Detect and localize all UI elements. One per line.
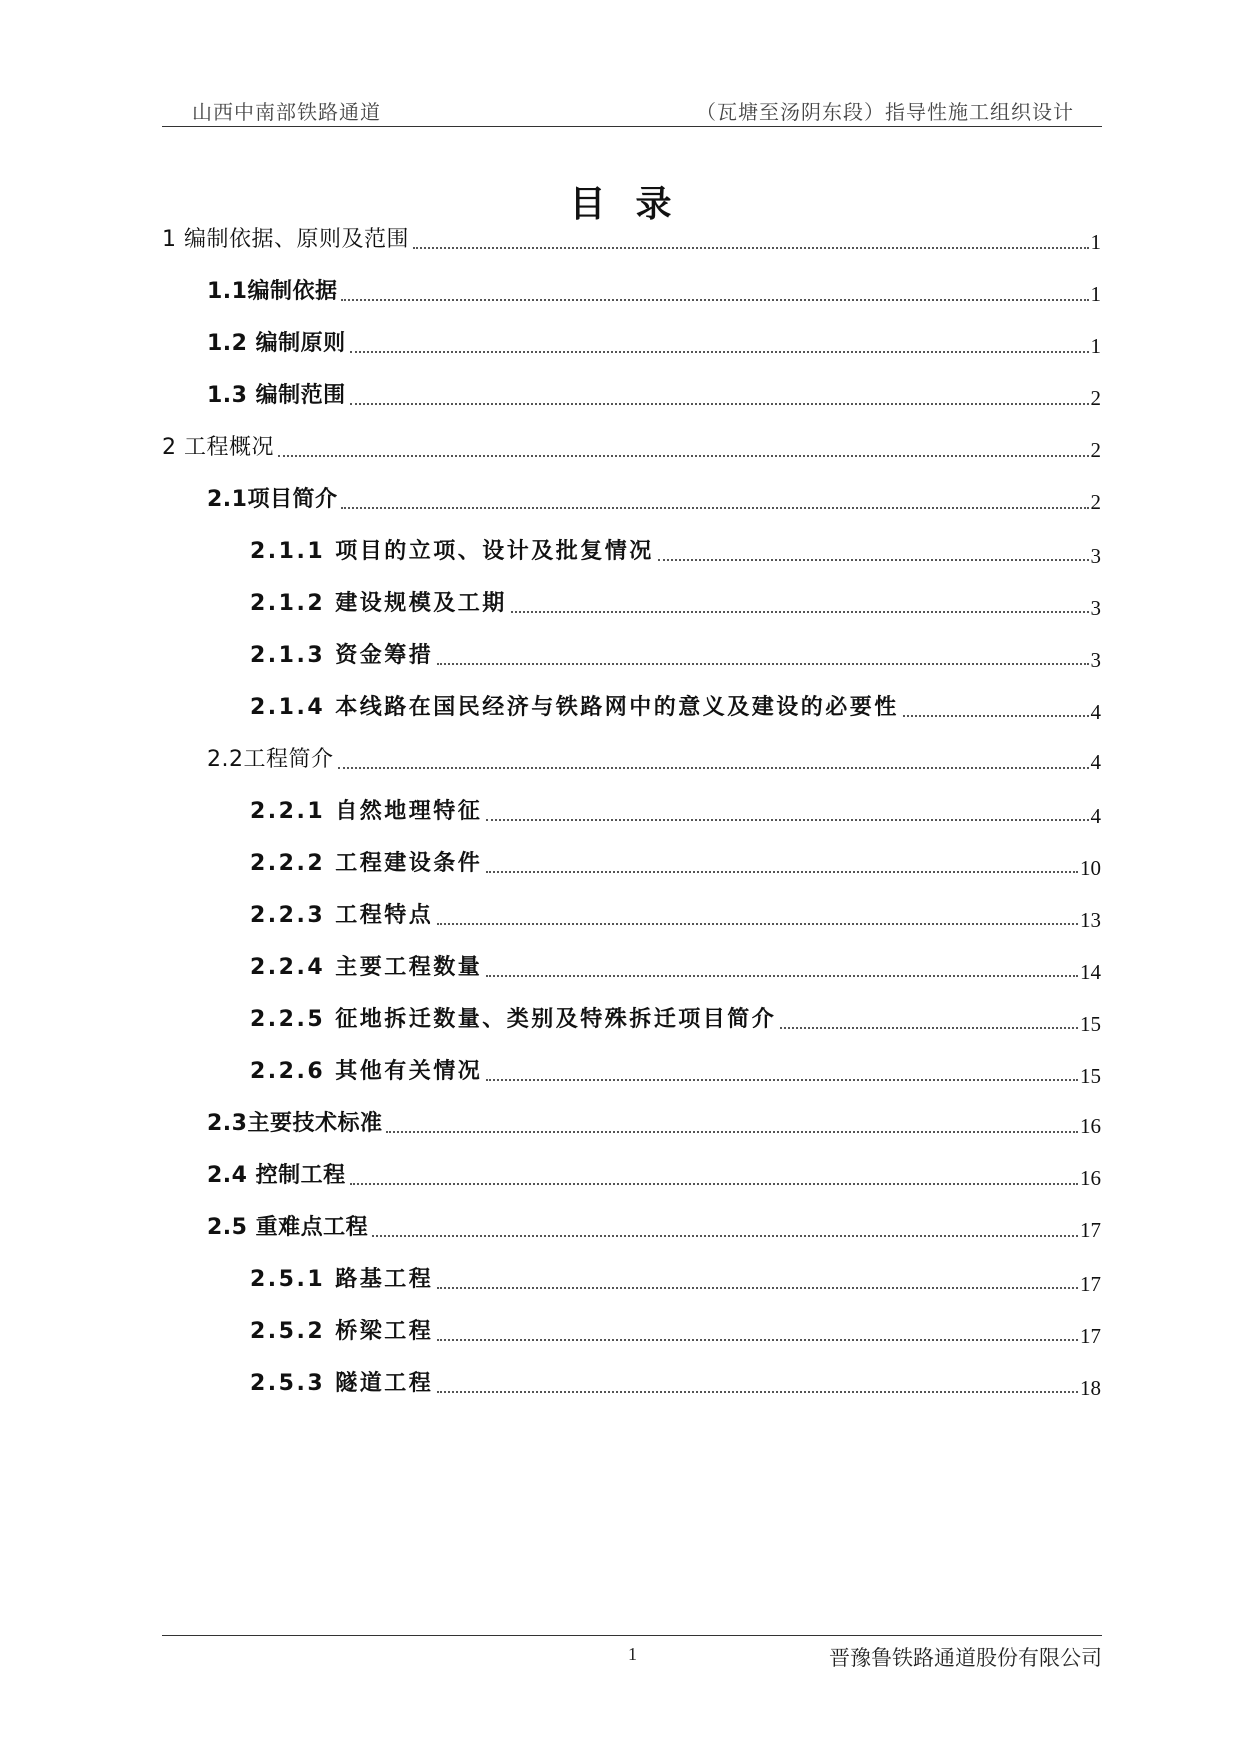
toc-entry-title: 2.1.3 资金筹措 (250, 643, 434, 668)
toc-entry-title: 1 编制依据、原则及范围 (162, 227, 409, 252)
toc-page-number: 10 (1080, 856, 1101, 880)
toc-leader (341, 299, 1088, 301)
toc-page-number: 14 (1080, 960, 1101, 984)
footer-page-number: 1 (628, 1644, 637, 1664)
toc-leader (350, 403, 1089, 405)
toc-entry-2-5-1[interactable] (250, 1264, 1101, 1296)
toc-entry-title: 1.3 编制范围 (207, 383, 346, 408)
toc-page-number: 16 (1080, 1114, 1101, 1138)
toc-entry-title: 2.1.4 本线路在国民经济与铁路网中的意义及建设的必要性 (250, 695, 899, 720)
toc-leader (903, 715, 1089, 717)
toc-entry-title: 2.2.1 自然地理特征 (250, 799, 483, 824)
toc-leader (486, 1079, 1078, 1081)
toc-page-number: 4 (1090, 750, 1101, 774)
toc-entry-2[interactable] (162, 432, 1101, 464)
toc-page-number: 2 (1090, 386, 1101, 410)
toc-entry-2-5[interactable] (207, 1212, 1101, 1244)
toc-entry-title: 2.3主要技术标准 (207, 1111, 383, 1136)
toc-entry-title: 2.5.1 路基工程 (250, 1267, 434, 1292)
toc-entry-title: 2.1.2 建设规模及工期 (250, 591, 507, 616)
toc-entry-title: 2 工程概况 (162, 435, 274, 460)
toc-leader (486, 975, 1078, 977)
toc-entry-title: 2.5 重难点工程 (207, 1215, 369, 1240)
toc-entry-2-3[interactable] (207, 1108, 1101, 1140)
toc-entry-2-1[interactable] (207, 484, 1101, 516)
toc-page-number: 1 (1090, 282, 1101, 306)
toc-leader (338, 767, 1089, 769)
toc-entry-title: 2.2工程简介 (207, 747, 334, 772)
toc-entry-2-2-1[interactable] (250, 796, 1101, 828)
toc-leader (278, 455, 1089, 457)
toc-page-number: 4 (1090, 804, 1101, 828)
toc-entry-2-1-4[interactable] (250, 692, 1101, 724)
toc-page-number: 2 (1090, 490, 1101, 514)
toc-leader (486, 819, 1088, 821)
toc-entry-2-2-6[interactable] (250, 1056, 1101, 1088)
toc-page-number: 4 (1090, 700, 1101, 724)
toc-page-number: 3 (1090, 596, 1101, 620)
header-document-title: （瓦塘至汤阴东段）指导性施工组织设计 (696, 100, 1074, 124)
toc-leader (511, 611, 1089, 613)
header-project-name: 山西中南部铁路通道 (192, 100, 381, 124)
toc-entry-title: 2.2.6 其他有关情况 (250, 1059, 483, 1084)
toc-page-number: 2 (1090, 438, 1101, 462)
toc-entry-2-1-2[interactable] (250, 588, 1101, 620)
toc-page-number: 18 (1080, 1376, 1101, 1400)
toc-page-number: 3 (1090, 544, 1101, 568)
toc-page-number: 13 (1080, 908, 1101, 932)
toc-leader (386, 1131, 1078, 1133)
toc-leader (486, 871, 1078, 873)
page-header (162, 92, 1102, 127)
toc-entry-2-2-5[interactable] (250, 1004, 1101, 1036)
toc-entry-title: 2.5.2 桥梁工程 (250, 1319, 434, 1344)
toc-entry-title: 2.2.5 征地拆迁数量、类别及特殊拆迁项目简介 (250, 1007, 777, 1032)
toc-page-number: 17 (1080, 1272, 1101, 1296)
toc-leader (437, 923, 1078, 925)
toc-entry-2-2-3[interactable] (250, 900, 1101, 932)
toc-entry-title: 1.1编制依据 (207, 279, 338, 304)
toc-entry-1-2[interactable] (207, 328, 1101, 360)
toc-leader (437, 663, 1088, 665)
toc-entry-title: 2.1项目简介 (207, 487, 338, 512)
toc-leader (780, 1027, 1078, 1029)
toc-entry-title: 2.4 控制工程 (207, 1163, 346, 1188)
toc-page-number: 15 (1080, 1064, 1101, 1088)
toc-entry-2-1-1[interactable] (250, 536, 1101, 568)
toc-leader (658, 559, 1089, 561)
toc-entry-2-4[interactable] (207, 1160, 1101, 1192)
toc-entry-title: 1.2 编制原则 (207, 331, 346, 356)
toc-entry-title: 2.5.3 隧道工程 (250, 1371, 434, 1396)
toc-title: 目录 (569, 184, 702, 225)
toc-page-number: 17 (1080, 1218, 1101, 1242)
toc-entry-title: 2.2.3 工程特点 (250, 903, 434, 928)
page-footer (162, 1635, 1102, 1670)
toc-leader (413, 247, 1089, 249)
toc-entry-2-5-3[interactable] (250, 1368, 1101, 1400)
toc-entry-title: 2.1.1 项目的立项、设计及批复情况 (250, 539, 654, 564)
toc-entry-2-5-2[interactable] (250, 1316, 1101, 1348)
toc-page-number: 1 (1090, 230, 1101, 254)
toc-page-number: 17 (1080, 1324, 1101, 1348)
toc-leader (341, 507, 1088, 509)
toc-page-number: 15 (1080, 1012, 1101, 1036)
toc-entry-1-3[interactable] (207, 380, 1101, 412)
toc-entry-title: 2.2.2 工程建设条件 (250, 851, 483, 876)
toc-leader (372, 1235, 1078, 1237)
footer-company-name: 晋豫鲁铁路通道股份有限公司 (829, 1646, 1102, 1670)
toc-leader (437, 1287, 1078, 1289)
toc-page-number: 1 (1090, 334, 1101, 358)
toc-leader (350, 351, 1089, 353)
toc-entry-1[interactable] (162, 224, 1101, 256)
toc-leader (437, 1391, 1078, 1393)
toc-entry-2-2[interactable] (207, 744, 1101, 776)
toc-leader (350, 1183, 1078, 1185)
toc-entry-2-2-4[interactable] (250, 952, 1101, 984)
toc-entry-title: 2.2.4 主要工程数量 (250, 955, 483, 980)
toc-leader (437, 1339, 1078, 1341)
toc-entry-1-1[interactable] (207, 276, 1101, 308)
toc-page-number: 3 (1090, 648, 1101, 672)
toc-entry-2-2-2[interactable] (250, 848, 1101, 880)
toc-entry-2-1-3[interactable] (250, 640, 1101, 672)
toc-page-number: 16 (1080, 1166, 1101, 1190)
